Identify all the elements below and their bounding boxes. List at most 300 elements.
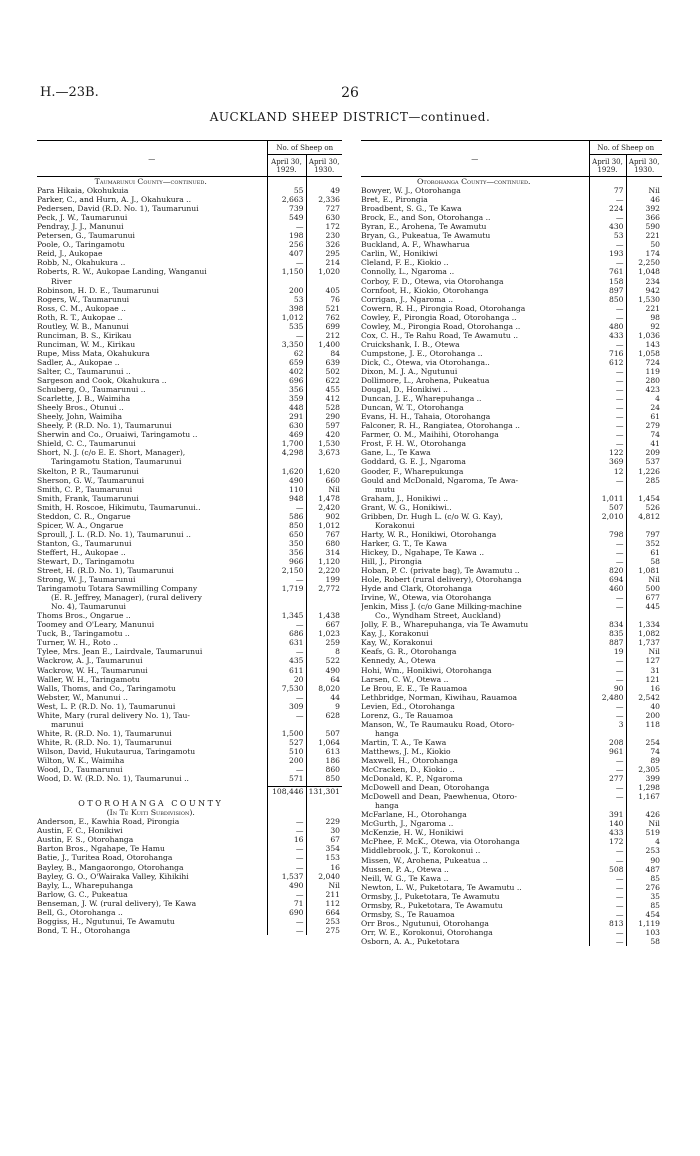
- table-row: [37, 872, 342, 881]
- sheep-1929: —: [589, 602, 626, 611]
- table-row: [37, 899, 342, 908]
- table-row: [361, 919, 662, 928]
- sheep-1929: 527: [267, 738, 306, 747]
- farmer-name: Salter, C., Taumarunui ..: [37, 366, 131, 376]
- sheep-1930: 314: [306, 548, 342, 557]
- farmer-name: Corrigan, J., Ngaroma ..: [361, 294, 454, 304]
- sheep-1929: 140: [589, 819, 626, 828]
- sheep-1930: 667: [306, 620, 342, 629]
- farmer-name: Osborn, A. A., Puketotara: [361, 936, 460, 946]
- sheep-1930: 4: [626, 394, 662, 403]
- sheep-1929: [267, 593, 306, 602]
- sheep-1929: —: [589, 412, 626, 421]
- sheep-1930: 209: [626, 448, 662, 457]
- table-row: [361, 937, 662, 946]
- table-row: [37, 485, 342, 494]
- sheep-1929: 224: [589, 204, 626, 213]
- table-row: [37, 331, 342, 340]
- table-row: [361, 557, 662, 566]
- table-row: [361, 837, 662, 846]
- sheep-1929: 110: [267, 485, 306, 494]
- sheep-1929: 20: [267, 675, 306, 684]
- table-row: [37, 240, 342, 249]
- table-row: [37, 322, 342, 331]
- farmer-name: White, R. (R.D. No. 1), Taumarunui: [37, 728, 172, 738]
- sheep-1929: —: [267, 817, 306, 826]
- sheep-1930: 76: [306, 295, 342, 304]
- farmer-name: Duncan, J. E., Wharepuhanga ..: [361, 394, 482, 404]
- farmer-name: Sproull, J. L. (R.D. No. 1), Taumarunui ..: [37, 529, 191, 539]
- farmer-name: Gane, L., Te Kawa: [361, 448, 431, 458]
- sheep-1930: 860: [306, 765, 342, 774]
- farmer-name: hanga: [375, 801, 399, 811]
- farmer-name: Barton Bros., Ngahape, Te Hamu: [37, 844, 165, 854]
- table-row: [361, 258, 662, 267]
- sheep-1930: 230: [306, 231, 342, 240]
- sheep-1929: —: [589, 666, 626, 675]
- sheep-1929: —: [589, 874, 626, 883]
- sheep-1930: 590: [626, 222, 662, 231]
- table-row: [361, 313, 662, 322]
- farmer-name: Missen, W., Arohena, Pukeatua ..: [361, 855, 488, 865]
- sheep-1930: Nil: [626, 186, 662, 195]
- sheep-1929: —: [267, 711, 306, 720]
- table-row: [37, 602, 342, 611]
- sheep-1930: 500: [626, 584, 662, 593]
- sheep-1929: 611: [267, 666, 306, 675]
- farmer-name: Dixon, M. J. A., Ngutunui: [361, 366, 458, 376]
- table-row: [361, 684, 662, 693]
- sheep-1930: 2,772: [306, 584, 342, 593]
- sheep-1930: 521: [306, 304, 342, 313]
- farmer-name: Thoms Bros., Ongarue ..: [37, 611, 131, 621]
- farmer-name: Harker, G. T., Te Kawa: [361, 538, 447, 548]
- farmer-name: marunui: [51, 719, 84, 729]
- farmer-name: Barlow, G. C., Pukeatua: [37, 889, 128, 899]
- sheep-1929: —: [267, 620, 306, 629]
- table-row: [361, 412, 662, 421]
- sheep-1929: —: [267, 844, 306, 853]
- table-row: [37, 620, 342, 629]
- farmer-name: Jolly, F. B., Wharepuhanga, via Te Awamutu: [361, 620, 529, 630]
- table-row: [361, 376, 662, 385]
- sheep-1929: 820: [589, 566, 626, 575]
- sheep-1930: [306, 799, 342, 808]
- farmer-name: Cumpstone, J. E., Otorohanga ..: [361, 348, 483, 358]
- sheep-1930: 1,119: [626, 919, 662, 928]
- farmer-name: Orr Bros., Ngutunui, Otorohanga: [361, 918, 489, 928]
- sheep-1929: 694: [589, 575, 626, 584]
- table-row: [361, 584, 662, 593]
- table-row: [361, 801, 662, 810]
- sheep-1929: 813: [589, 919, 626, 928]
- farmer-name: Bond, T. H., Otorohanga: [37, 925, 131, 935]
- farmer-name: Smith, C. P., Taumarunui: [37, 484, 133, 494]
- farmer-name: Pedersen, David (R.D. No. 1), Taumarunui: [37, 204, 199, 214]
- sheep-1930: 253: [626, 846, 662, 855]
- farmer-name: Sargeson and Cook, Okahukura ..: [37, 376, 167, 386]
- sheep-1929: 966: [267, 557, 306, 566]
- table-row: [37, 258, 342, 267]
- table-row: [37, 304, 342, 313]
- farmer-name: Buckland, A. F., Whawharua: [361, 240, 470, 250]
- sheep-1930: 2,250: [626, 258, 662, 267]
- sheep-1929: 53: [589, 231, 626, 240]
- sheep-count-header: No. of Sheep on: [267, 141, 342, 155]
- farmer-name: Jenkin, Miss J. (c/o Gane Milking-machine: [361, 602, 522, 612]
- sheep-1929: —: [589, 937, 626, 946]
- sheep-1930: 455: [306, 385, 342, 394]
- sheep-1930: 412: [306, 394, 342, 403]
- left-table: [37, 140, 342, 935]
- table-row: [37, 222, 342, 231]
- sheep-1930: 1,081: [626, 566, 662, 575]
- sheep-1929: —: [589, 883, 626, 892]
- sheep-1930: 214: [306, 258, 342, 267]
- right-table: [361, 140, 662, 946]
- table-row: [37, 539, 342, 548]
- farmer-name: Bayley, B., Mangaorongo, Otorohanga: [37, 862, 184, 872]
- col-1930-header: April 30, 1930.: [626, 155, 662, 177]
- table-row: [361, 874, 662, 883]
- table-row: [37, 890, 342, 899]
- farmer-name: Ormsby, S., Te Rauamoa: [361, 909, 455, 919]
- farmer-name: Wilton, W. K., Waimiha: [37, 756, 125, 765]
- sheep-1930: 4: [626, 837, 662, 846]
- farmer-name: Goddard, G. E. J., Ngaroma: [361, 457, 466, 467]
- sheep-1930: [306, 593, 342, 602]
- farmer-name: Cowley, M., Pirongia Road, Otorohanga ..: [361, 321, 521, 331]
- sheep-1930: 1,400: [306, 340, 342, 349]
- table-row: [361, 186, 662, 195]
- farmer-name: Larsen, C. W., Otewa ..: [361, 674, 449, 684]
- sheep-1929: 1,012: [267, 313, 306, 322]
- table-row: [361, 783, 662, 792]
- sheep-1929: —: [589, 557, 626, 566]
- sheep-1930: 275: [306, 926, 342, 935]
- sheep-1930: 1,530: [306, 439, 342, 448]
- farmer-name: Bryan, G., Pukeatua, Te Awamutu: [361, 231, 491, 241]
- sheep-1929: —: [589, 367, 626, 376]
- farmer-name: OTOROHANGA COUNTY: [78, 799, 224, 809]
- sheep-1930: 1,438: [306, 611, 342, 620]
- sheep-1930: 1,120: [306, 557, 342, 566]
- farmer-name: Tuck, B., Taringamotu ..: [37, 629, 130, 639]
- table-row: [361, 620, 662, 629]
- sheep-1929: 586: [267, 512, 306, 521]
- sheep-1930: 767: [306, 530, 342, 539]
- sheep-1930: 1,454: [626, 494, 662, 503]
- sheep-1930: 16: [626, 684, 662, 693]
- sheep-1930: 49: [306, 186, 342, 195]
- table-row: [37, 385, 342, 394]
- sheep-1929: 356: [267, 548, 306, 557]
- sheep-1930: 276: [626, 883, 662, 892]
- table-row: [37, 267, 342, 276]
- sheep-1929: 71: [267, 899, 306, 908]
- farmer-name: Cleland, F. E., Kiokio ..: [361, 258, 449, 268]
- table-row: [361, 756, 662, 765]
- farmer-name: Orr, W. E., Korokonui, Otorohanga: [361, 927, 493, 937]
- sheep-1930: 143: [626, 340, 662, 349]
- farmer-name: Rupe, Miss Mata, Okahukura: [37, 348, 150, 358]
- farmer-name: Hickey, D., Ngahape, Te Kawa ..: [361, 547, 485, 557]
- sheep-1930: Nil: [306, 881, 342, 890]
- sheep-1930: 392: [626, 204, 662, 213]
- sheep-1930: 622: [306, 376, 342, 385]
- sheep-1930: 50: [626, 240, 662, 249]
- table-row: [361, 249, 662, 258]
- sheep-1930: 254: [626, 738, 662, 747]
- sheep-1930: 507: [306, 729, 342, 738]
- sheep-1930: 405: [306, 286, 342, 295]
- table-row: [361, 494, 662, 503]
- sheep-1930: 118: [626, 720, 662, 729]
- sheep-1930: [626, 729, 662, 738]
- farmer-name: Cox, C. H., Te Rahu Road, Te Awamutu ..: [361, 330, 519, 340]
- sheep-1930: 46: [626, 195, 662, 204]
- table-row: [361, 865, 662, 874]
- farmer-name: Turner, W. H., Roto ..: [37, 638, 118, 648]
- table-row: [37, 765, 342, 774]
- farmer-name: Walls, Thoms, and Co., Taringamotu: [37, 683, 176, 693]
- sheep-1930: 186: [306, 756, 342, 765]
- sheep-1930: 4,812: [626, 512, 662, 521]
- table-row: [37, 720, 342, 729]
- sheep-1930: [306, 602, 342, 611]
- table-row: [361, 819, 662, 828]
- sheep-1929: 208: [589, 738, 626, 747]
- sheep-1929: 716: [589, 349, 626, 358]
- sheep-1929: —: [267, 331, 306, 340]
- sheep-1930: 1,036: [626, 331, 662, 340]
- table-row: [37, 675, 342, 684]
- farmer-name: Pendray, J. J., Manunui: [37, 222, 124, 232]
- table-row: [37, 349, 342, 358]
- sheep-1929: —: [589, 385, 626, 394]
- sheep-1929: 850: [267, 521, 306, 530]
- sheep-1929: 961: [589, 747, 626, 756]
- sheep-1929: —: [589, 258, 626, 267]
- sheep-1930: 61: [626, 548, 662, 557]
- sheep-1930: 1,530: [626, 295, 662, 304]
- table-row: [37, 729, 342, 738]
- sheep-1930: 399: [626, 774, 662, 783]
- farmer-name: White, Mary (rural delivery No. 1), Tau-: [37, 710, 190, 720]
- table-row: [361, 267, 662, 276]
- farmer-name: Dollimore, L., Arohena, Pukeatua: [361, 376, 490, 386]
- table-row: [37, 666, 342, 675]
- table-row: [361, 295, 662, 304]
- sheep-1929: —: [589, 539, 626, 548]
- table-row: [37, 817, 342, 826]
- table-row: [361, 304, 662, 313]
- farmer-name: McCracken, D., Kiokio ..: [361, 765, 455, 775]
- sheep-1929: 108,446: [267, 787, 306, 797]
- table-row: [37, 367, 342, 376]
- farmer-name: Manson, W., Te Raumauku Road, Otoro-: [361, 719, 515, 729]
- sheep-1930: 3,673: [306, 448, 342, 457]
- sheep-1929: —: [267, 693, 306, 702]
- farmer-name: Waller, W. H., Taringamotu: [37, 674, 140, 684]
- table-row: [361, 792, 662, 801]
- sheep-1930: 454: [626, 910, 662, 919]
- farmer-name: Bret, E., Pirongia: [361, 195, 428, 205]
- table-row: [37, 295, 342, 304]
- sheep-1929: [589, 485, 626, 494]
- sheep-1930: 502: [306, 367, 342, 376]
- sheep-1930: 24: [626, 403, 662, 412]
- sheep-1929: 739: [267, 204, 306, 213]
- farmer-name: McPhee, F. McK., Otewa, via Otorohanga: [361, 837, 520, 847]
- sheep-1930: 677: [626, 593, 662, 602]
- table-row: [361, 204, 662, 213]
- sheep-1930: 1,226: [626, 467, 662, 476]
- table-row: [37, 908, 342, 917]
- sheep-1930: 2,220: [306, 566, 342, 575]
- table-row: [361, 240, 662, 249]
- sheep-1929: —: [589, 313, 626, 322]
- sheep-1930: [306, 457, 342, 466]
- table-row: [361, 910, 662, 919]
- sheep-1929: 490: [267, 881, 306, 890]
- sheep-1930: 30: [306, 826, 342, 835]
- farmer-name: McDowell and Dean, Paewhenua, Otoro-: [361, 792, 517, 802]
- sheep-1930: 234: [626, 277, 662, 286]
- sheep-1929: —: [267, 826, 306, 835]
- farmer-name: Austin, F. C., Honikiwi: [37, 826, 123, 836]
- sheep-1929: 430: [589, 222, 626, 231]
- table-row: [37, 844, 342, 853]
- farmer-name: Harty, W. R., Honikiwi, Otorohanga: [361, 529, 497, 539]
- sheep-1929: —: [589, 901, 626, 910]
- sheep-1930: 253: [306, 917, 342, 926]
- table-row: [361, 385, 662, 394]
- sheep-1929: 2,150: [267, 566, 306, 575]
- sheep-1930: 61: [626, 412, 662, 421]
- sheep-1930: [306, 808, 342, 817]
- sheep-1929: 897: [589, 286, 626, 295]
- sheep-1930: 259: [306, 638, 342, 647]
- farmer-name: No. 4), Taumarunui: [51, 602, 126, 612]
- sheep-1929: —: [267, 863, 306, 872]
- sheep-1930: 426: [626, 810, 662, 819]
- sheep-1929: 761: [589, 267, 626, 276]
- table-row: [361, 448, 662, 457]
- farmer-name: Cowley, F., Pirongia Road, Otorohanga ..: [361, 312, 517, 322]
- table-row: [37, 557, 342, 566]
- table-row: [361, 647, 662, 656]
- sheep-1929: —: [589, 756, 626, 765]
- farmer-name: hanga: [375, 728, 399, 738]
- table-row: [37, 647, 342, 656]
- sheep-1929: 309: [267, 702, 306, 711]
- sheep-1930: 797: [626, 530, 662, 539]
- table-row: [37, 826, 342, 835]
- table-row: [37, 917, 342, 926]
- farmer-name: Duncan, W. T., Otorohanga: [361, 403, 464, 413]
- farmer-name: Runciman, W. M., Kirikau: [37, 339, 136, 349]
- sheep-1929: 198: [267, 231, 306, 240]
- sheep-1929: —: [589, 195, 626, 204]
- table-row: [37, 231, 342, 240]
- farmer-name: Roth, R. T., Aukopae ..: [37, 312, 123, 322]
- table-row: [361, 638, 662, 647]
- sheep-1929: 369: [589, 457, 626, 466]
- sheep-1929: 200: [267, 286, 306, 295]
- sheep-1930: 89: [626, 756, 662, 765]
- sheep-1930: 112: [306, 899, 342, 908]
- farmer-name: Robb, N., Okahukura ..: [37, 258, 126, 268]
- farmer-name: Skelton, P. R., Taumarunui: [37, 466, 139, 476]
- sheep-1929: 62: [267, 349, 306, 358]
- sheep-1930: 40: [626, 702, 662, 711]
- farmer-name: Parker, C., and Hurn, A. J., Okahukura ..: [37, 195, 192, 205]
- sheep-1929: 1,537: [267, 872, 306, 881]
- sheep-1929: 650: [267, 530, 306, 539]
- table-row: [37, 693, 342, 702]
- table-row: [37, 467, 342, 476]
- sheep-1929: —: [589, 421, 626, 430]
- farmer-name: Matthews, J. M., Kiokio: [361, 746, 451, 756]
- farmer-name: Bayly, L., Wharepuhanga: [37, 880, 134, 890]
- sheep-1929: —: [589, 910, 626, 919]
- sheep-1929: 686: [267, 629, 306, 638]
- farmer-name: Short, N. J. (c/o E. E. Short, Manager),: [37, 448, 186, 458]
- sheep-1930: 131,301: [306, 787, 342, 797]
- sheep-1930: [306, 720, 342, 729]
- sheep-1929: 1,150: [267, 267, 306, 276]
- farmer-name: Wilson, David, Hukutaurua, Taringamotu: [37, 746, 196, 756]
- farmer-name: River: [51, 276, 72, 286]
- table-row: [37, 448, 342, 457]
- sheep-1929: 1,700: [267, 439, 306, 448]
- farmer-name: Neill, W. G., Te Kawa ..: [361, 873, 449, 883]
- table-row: [37, 376, 342, 385]
- table-row: [37, 439, 342, 448]
- farmer-name: Wackrow, W. H., Taumarunui: [37, 665, 148, 675]
- sheep-1929: 90: [589, 684, 626, 693]
- sheep-1929: —: [589, 856, 626, 865]
- sheep-1930: 354: [306, 844, 342, 853]
- farmer-name: Le Brou, E. E., Te Rauamoa: [361, 683, 468, 693]
- farmer-name: Roberts, R. W., Aukopae Landing, Wanganui: [37, 267, 207, 277]
- table-row: [37, 277, 342, 286]
- sheep-1930: 58: [626, 557, 662, 566]
- sheep-1930: 2,305: [626, 765, 662, 774]
- report-code: H.—23B.: [40, 85, 99, 100]
- sheep-1930: 211: [306, 890, 342, 899]
- sheep-1930: 628: [306, 711, 342, 720]
- sheep-1930: 490: [306, 666, 342, 675]
- farmer-name: Kennedy, A., Otewa: [361, 656, 436, 666]
- table-row: [37, 684, 342, 693]
- sheep-1930: 172: [306, 222, 342, 231]
- sheep-1930: 90: [626, 856, 662, 865]
- table-row: [37, 747, 342, 756]
- sheep-1930: [626, 801, 662, 810]
- table-row: [37, 249, 342, 258]
- farmer-name: Dougal, D., Honikiwi ..: [361, 385, 448, 395]
- table-row: [361, 394, 662, 403]
- farmer-name: Sherson, G. W., Taumarunui: [37, 475, 145, 485]
- table-row: [361, 539, 662, 548]
- sheep-1930: 519: [626, 828, 662, 837]
- page-number: 26: [341, 85, 359, 101]
- farmer-name: Gribben, Dr. Hugh L. (c/o W. G. Kay),: [361, 511, 503, 521]
- sheep-1930: 98: [626, 313, 662, 322]
- table-row: [361, 349, 662, 358]
